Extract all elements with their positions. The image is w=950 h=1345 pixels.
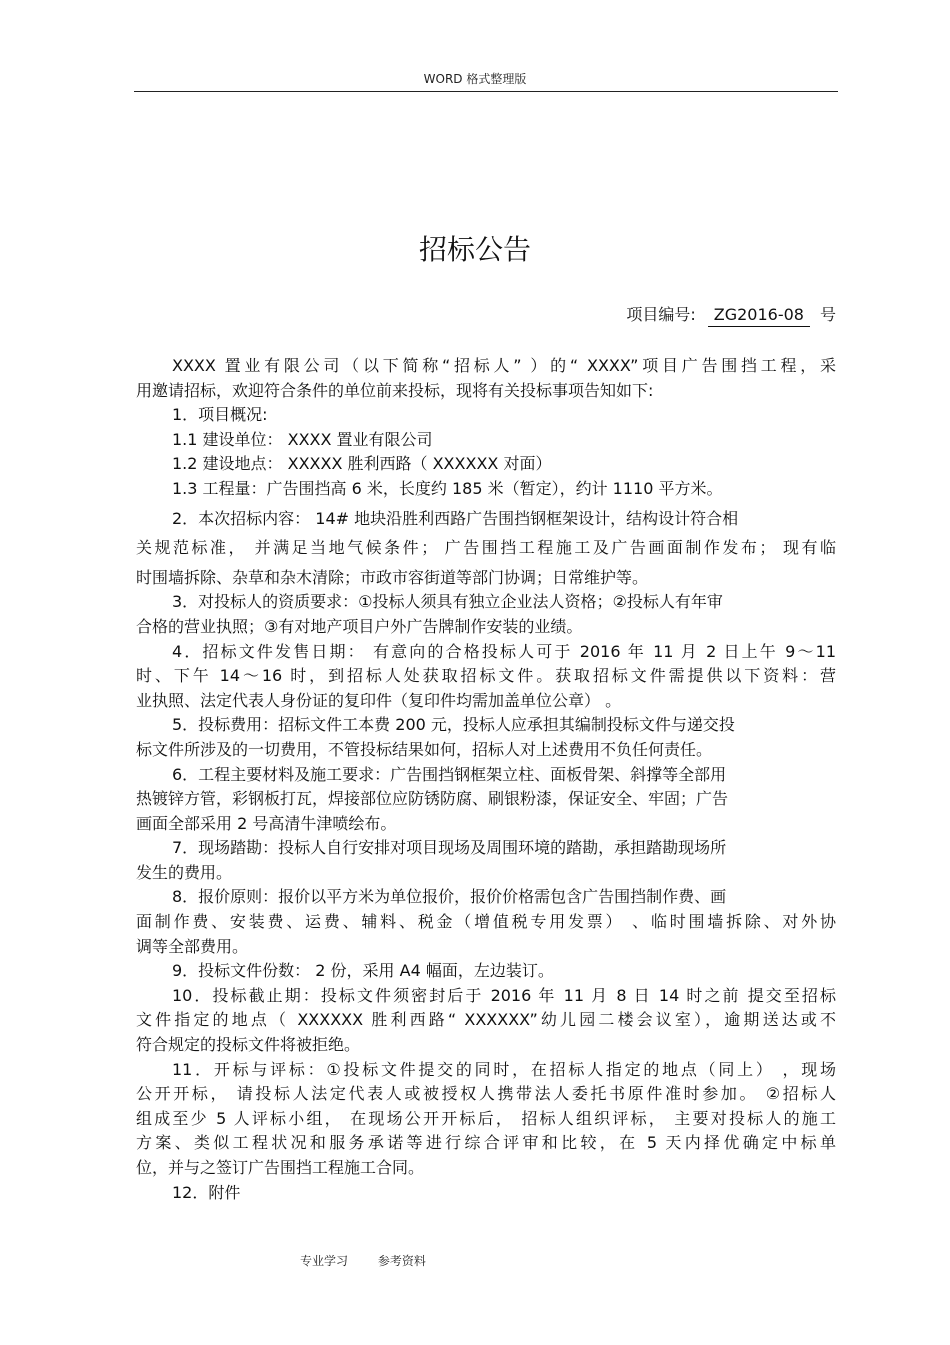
body-line: 热镀锌方管，彩钢板打瓦，焊接部位应防锈防腐、刷银粉漆，保证安全、牢固；广告 — [136, 789, 729, 809]
document-body — [136, 354, 836, 1205]
body-line: 1.2 建设地点： XXXXX 胜利西路（ XXXXXX 对面） — [172, 454, 552, 474]
body-line: 12．附件 — [172, 1182, 241, 1202]
body-line: 画面全部采用 2 号高清牛津喷绘布。 — [136, 813, 397, 833]
footer-left-text: 专业学习 — [300, 1254, 349, 1268]
body-line: 1.3 工程量：广告围挡高 6 米，长度约 185 米（暂定），约计 1110 平方米。 — [172, 478, 723, 498]
body-line: 4．招标文件发售日期： 有意向的合格投标人可于 2016 年 11 月 2 日上午 9～11 — [172, 641, 836, 661]
project-number-unit: 号 — [819, 305, 836, 324]
body-line: 用邀请招标，欢迎符合条件的单位前来投标，现将有关投标事项告知如下: — [136, 380, 654, 400]
body-line: 位，并与之签订广告围挡工程施工合同。 — [136, 1158, 425, 1177]
header-rule — [134, 91, 838, 92]
body-line: 10．投标截止期：投标文件须密封后于 2016 年 11 月 8 日 14 时之前 提交至招标 — [172, 985, 836, 1005]
body-line: 2．本次招标内容： 14# 地块沿胜利西路广告围挡钢框架设计，结构设计符合相 — [172, 508, 739, 528]
page-header: WORD 格式整理版 — [423, 72, 527, 86]
body-line: 合格的营业执照；③有对地产项目户外广告牌制作安装的业绩。 — [136, 616, 583, 636]
body-line: 11．开标与评标：①投标文件提交的同时，在招标人指定的地点（同上） ，现场 — [172, 1059, 836, 1079]
project-number-value: ZG2016-08 — [708, 305, 810, 327]
body-line: 发生的费用。 — [136, 862, 233, 882]
body-line: XXXX 置业有限公司（以下简称“招标人” ）的“ XXXX”项目广告围挡工程，采 — [172, 356, 836, 375]
body-line: 3．对投标人的资质要求：①投标人须具有独立企业法人资格；②投标人有年审 — [172, 592, 723, 612]
body-line: 1.1 建设单位： XXXX 置业有限公司 — [172, 429, 433, 449]
body-line: 公开开标， 请投标人法定代表人或被授权人携带法人委托书原件准时参加。 ②招标人 — [136, 1084, 836, 1104]
body-line: 调等全部费用。 — [136, 936, 249, 956]
body-line: 1．项目概况: — [172, 405, 268, 425]
document-title: 招标公告 — [418, 233, 531, 266]
body-line: 业执照、法定代表人身份证的复印件（复印件均需加盖单位公章） 。 — [136, 690, 622, 710]
body-line: 8．报价原则：报价以平方米为单位报价，报价价格需包含广告围挡制作费、画 — [172, 887, 727, 907]
body-line: 时、下午 14～16 时，到招标人处获取招标文件。获取招标文件需提供以下资料：营 — [136, 666, 836, 686]
body-line: 符合规定的投标文件将被拒绝。 — [136, 1035, 361, 1055]
body-line: 6．工程主要材料及施工要求：广告围挡钢框架立柱、面板骨架、斜撑等全部用 — [172, 764, 727, 784]
project-number — [626, 302, 836, 327]
body-line: 关规范标准， 并满足当地气候条件； 广告围挡工程施工及广告画面制作发布； 现有临 — [136, 538, 836, 558]
body-line: 方案、类似工程状况和服务承诺等进行综合评审和比较，在 5 天内择优确定中标单 — [136, 1133, 836, 1153]
project-number-label: 项目编号: — [626, 305, 696, 324]
body-line: 9．投标文件份数： 2 份，采用 A4 幅面，左边装订。 — [172, 961, 554, 981]
body-line: 标文件所涉及的一切费用，不管投标结果如何，招标人对上述费用不负任何责任。 — [136, 739, 713, 759]
body-line: 文件指定的地点（ XXXXXX 胜利西路“ XXXXXX”幼儿园二楼会议室），逾期送达或不 — [136, 1010, 836, 1030]
body-line: 组成至少 5 人评标小组， 在现场公开开标后， 招标人组织评标， 主要对投标人的施工 — [136, 1108, 836, 1128]
body-line: 面制作费、安装费、运费、辅料、税金（增值税专用发票） 、临时围墙拆除、对外协 — [136, 912, 836, 932]
body-line: 时围墙拆除、杂草和杂木清除；市政市容街道等部门协调；日常维护等。 — [136, 567, 649, 587]
body-line: 5．投标费用：招标文件工本费 200 元，投标人应承担其编制投标文件与递交投 — [172, 715, 735, 735]
body-line: 7．现场踏勘：投标人自行安排对项目现场及周围环境的踏勘，承担踏勘现场所 — [172, 838, 727, 858]
page-footer — [300, 1252, 426, 1269]
footer-right-text: 参考资料 — [377, 1254, 426, 1268]
